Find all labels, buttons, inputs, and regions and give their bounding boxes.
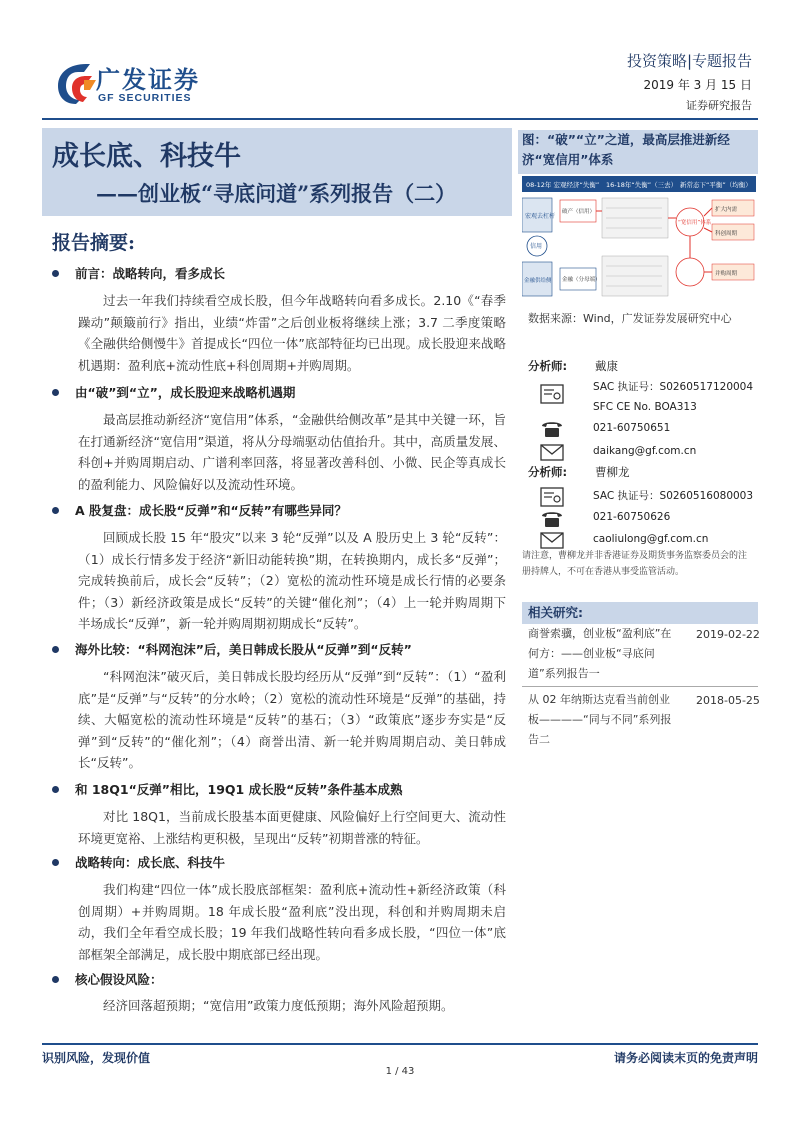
section-body-2: 最高层推动新经济“宽信用”体系，“金融供给侧改革”是其中关键一环，旨在打通新经济“宽信用”渠道，将从分母端驱动估值抬升。其中，高质量发展、科创+并购周期启动、广谱利率回落，将显著改善科创、小微、民企等真成长的盈利能力、风险偏好以及流动性环境。 [78,412,506,492]
section-head-3: A 股复盘：成长股“反弹”和“反转”有哪些异同？ [52,501,347,519]
bullet-icon [52,646,59,653]
analyst-sac-2: SAC 执证号：S0260516080003 [593,490,754,502]
report-category: 证券研究报告 [686,99,752,112]
certificate-icon [540,487,564,507]
figure-title: 图：“破”“立”之道，最高层推进新经济“宽信用”体系 [518,130,758,174]
bullet-icon [52,859,59,866]
related-item-title-1[interactable]: 商誉索骥，创业板“盈利底”在何方：——创业板“寻底问道”系列报告一 [528,627,672,680]
analyst-name-2: 曹柳龙 [595,465,630,479]
diagram-top1: 08-12年 宏观经济“失衡” [526,181,600,189]
section-head-7: 核心假设风险： [52,970,163,988]
header-divider [42,118,758,120]
analyst-name-1: 戴康 [595,359,618,373]
company-name-cn: 广发证券 [96,66,200,94]
certificate-icon [540,384,564,404]
footer-divider [42,1043,758,1045]
phone-icon [540,508,564,528]
bullet-icon [52,976,59,983]
section-body-4: “科网泡沫”破灭后，美日韩成长股均经历从“反弹”到“反转”：（1）“盈利底”是“反弹”与“反转”的分水岭；（2）宽松的流动性环境是“反弹”的基础，持续、大幅宽松的流动性环境是“反转”的基石；（3）“政策底”逐步夯实是“反弹”到“反转”的“催化剂”；（4）商誉出清、新一轮并购周期启动、美日韩成长“反转”。 [78,669,506,770]
report-header [0,0,800,125]
section-head-1: 前言：战略转向，看多成长 [52,264,225,282]
footer-slogan: 识别风险，发现价值 [42,1051,151,1065]
diagram-mid1: 破产（信用） [562,209,596,215]
diagram-right1: 扩大内需 [715,207,738,213]
diagram-top2: 16-18年“失衡”（三去） [606,181,678,189]
company-name-en: GF SECURITIES [98,92,192,104]
related-divider [522,686,758,687]
analyst-sac-1: SAC 执证号：S0260517120004 [593,381,754,393]
diagram-mid2: 金融（分母端） [562,277,601,283]
related-item-date-1: 2019-02-22 [696,628,760,641]
section-head-4: 海外比较：“科网泡沫”后，美日韩成长股从“反弹”到“反转” [52,640,412,658]
diagram-right2: 科创周期 [715,231,738,237]
diagram-right3: 并购周期 [715,271,738,277]
phone-icon [540,418,564,438]
diagram-arrow [704,208,712,216]
related-item-title-2[interactable]: 从 02 年纳斯达克看当前创业板————“同与不同”系列报告二 [528,693,672,746]
licensing-note: 请注意，曹柳龙并非香港证券及期货事务监察委员会的注册持牌人，不可在香港从事受监管活动。 [522,551,748,577]
bullet-icon [52,507,59,514]
section-body-3: 回顾成长股 15 年“股灾”以来 3 轮“反弹”以及 A 股历史上 3 轮“反转”：（1）成长行情多发于经济“新旧动能转换”期，在转换期内，成长多“反弹”；完成转换前后，成长会“反转”；（2）宽松的流动性环境是成长行情的必要条件；（3）新经济政策是成长“反转”的关键“催化剂”；（4）上一轮并购周期下半场成长“反弹”，新一轮并购周期初期成长“反转”。 [78,530,506,631]
bullet-icon [52,389,59,396]
analyst-label-1: 分析师: [528,359,568,373]
report-title: 成长底、科技牛 [52,141,241,172]
bullet-icon [52,270,59,277]
page-number: 1 / 43 [385,1066,415,1077]
section-head-2: 由“破”到“立”，成长股迎来战略机遇期 [52,383,295,401]
analyst-email-1[interactable]: daikang@gf.com.cn [593,445,697,457]
report-date: 2019 年 3 月 15 日 [643,78,752,92]
figure-source: 数据来源：Wind，广发证券发展研究中心 [528,312,732,325]
diagram-mid3: “宽信用”体系 [678,220,712,226]
analyst-sfc-1: SFC CE No. BOA313 [593,401,697,413]
diagram-left3: 金融供给侧 [524,278,552,284]
diagram-center-circle-2 [676,258,704,286]
analyst-phone-2: 021-60750626 [593,511,671,523]
analyst-phone-1: 021-60750651 [593,422,671,434]
diagram-arrow [704,228,712,232]
abstract-heading: 报告摘要: [52,232,136,254]
report-subtitle: ——创业板“寻底问道”系列报告（二） [96,181,457,206]
section-body-1: 过去一年我们持续看空成长股，但今年战略转向看多成长。2.10《“春季躁动”颠簸前行》指出，业绩“炸雷”之后创业板将继续上涨；3.7 二季度策略《全融供给侧慢牛》首提成长“四位一体”底部特征均已出现。成长股迎来战略机遇期：盈利底+流动性底+科创周期+并购周期。 [78,293,506,373]
diagram-left2: 信用 [530,243,543,250]
analyst-label-2: 分析师: [528,465,568,479]
section-head-5: 和 18Q1“反弹”相比，19Q1 成长股“反转”条件基本成熟 [52,780,403,798]
section-body-7: 经济回落超预期；“宽信用”政策力度低预期；海外风险超预期。 [103,998,454,1013]
diagram-top3: 新常态下“平衡”（均衡） [680,181,752,189]
report-type: 投资策略|专题报告 [626,52,752,70]
section-body-5: 对比 18Q1，当前成长股基本面更健康、风险偏好上行空间更大、流动性环境更宽裕、上涨结构更积极，呈现出“反转”初期普涨的特征。 [78,809,506,846]
related-item-date-2: 2018-05-25 [696,694,760,707]
email-icon [540,442,564,462]
related-research-heading: 相关研究: [522,602,758,624]
section-body-6: 我们构建“四位一体”成长股底部框架：盈利底+流动性+新经济政策（科创周期）+并购周期。18 年成长股“盈利底”没出现，科创和并购周期未启动，我们全年看空成长股；19 年我们战略性转向看多成长股，“四位一体”底部框架全部满足，成长股中期底部已经出现。 [78,882,506,962]
policy-diagram [522,176,756,300]
analyst-email-2[interactable]: caoliulong@gf.com.cn [593,533,709,545]
section-head-6: 战略转向：成长底、科技牛 [52,853,225,871]
diagram-left1: 宏观去杠杆 [525,213,556,220]
bullet-icon [52,786,59,793]
footer-disclaimer[interactable]: 请务必阅读末页的免责声明 [613,1051,758,1065]
email-icon [540,530,564,550]
